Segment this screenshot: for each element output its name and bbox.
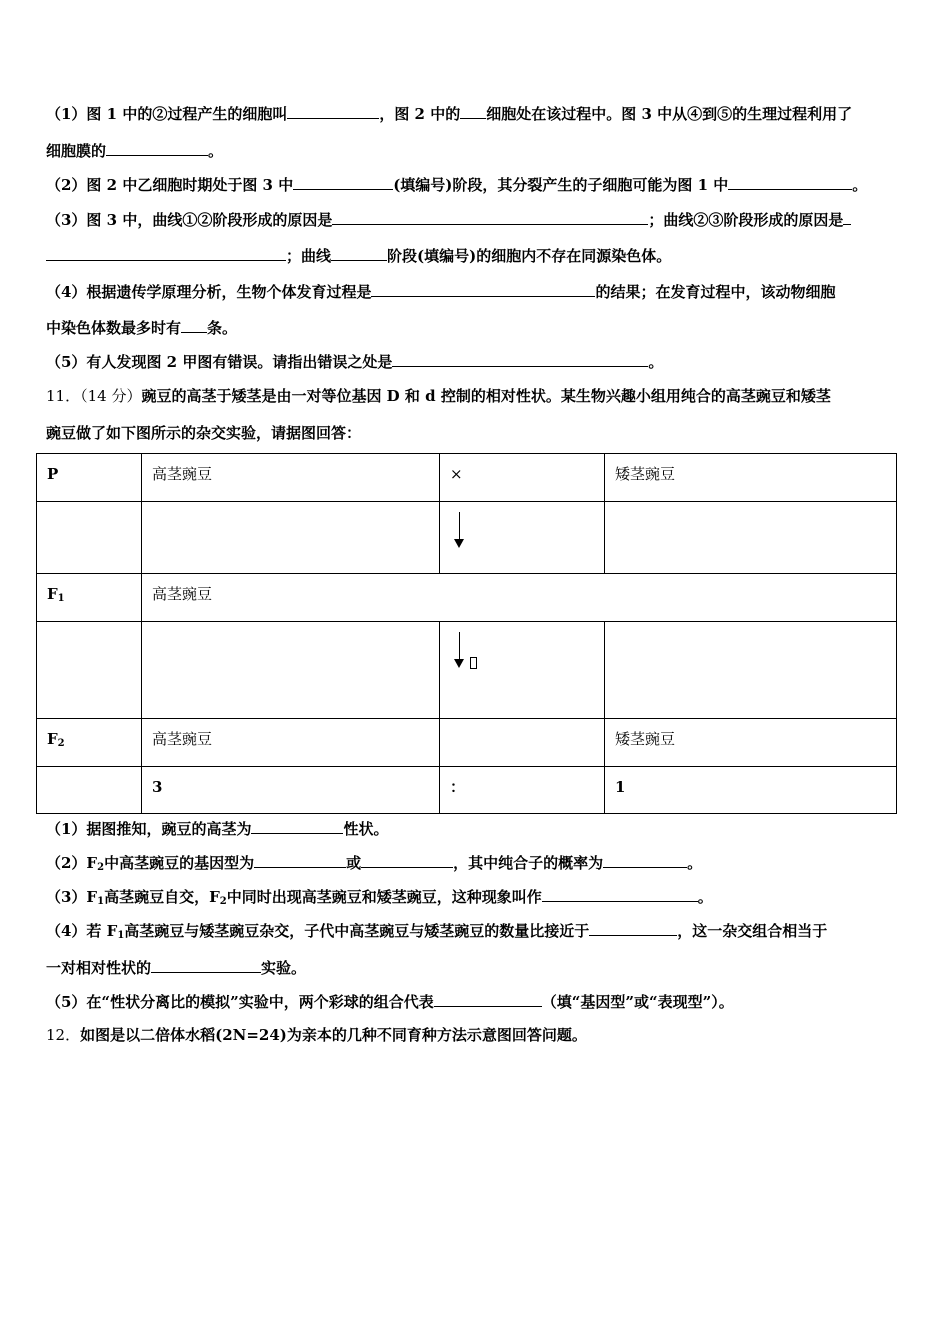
- q11-intro-text-b: 豌豆做了如下图所示的杂交实验，请据图回答：: [46, 424, 362, 442]
- q10-p4-text-a: （4）根据遗传学原理分析，生物个体发育过程是: [46, 283, 372, 301]
- q11-s4-text-e: 实验。: [261, 959, 307, 977]
- q11-s4-text-b: 高茎豌豆与矮茎豌豆杂交，子代中高茎豌豆与矮茎豌豆的数量比接近于: [124, 922, 590, 940]
- q11-intro-line1: [46, 386, 908, 406]
- q10-p2-text-c: 。: [852, 176, 868, 194]
- q10-p3-text-a: （3）图 3 中，曲线①②阶段形成的原因是: [46, 211, 333, 229]
- q10-p4-text-c: 中染色体数最多时有: [46, 319, 182, 337]
- q11-s2-text-b: 中高茎豌豆的基因型为: [104, 854, 255, 872]
- ratio-short-cell: 1: [605, 767, 897, 814]
- answer-blank[interactable]: [392, 351, 648, 367]
- q10-p5-text-b: 。: [648, 353, 664, 371]
- q10-p1-text-e: 。: [208, 142, 224, 160]
- f2-tall-cell: 高茎豌豆: [142, 719, 440, 767]
- answer-blank[interactable]: [293, 174, 393, 190]
- table-row-parent: [37, 454, 897, 502]
- answer-blank[interactable]: [181, 317, 207, 333]
- q11-intro-line2: [46, 423, 908, 443]
- q11-sub1-line: [46, 818, 908, 839]
- q10-p3-text-b: ；曲线②③阶段形成的原因是: [648, 211, 844, 229]
- answer-blank[interactable]: [251, 818, 343, 834]
- q11-sub4-line2: [46, 957, 908, 978]
- cross-sign-cell: ×: [440, 454, 605, 502]
- answer-blank[interactable]: [542, 886, 698, 902]
- ratio-colon-cell: ：: [440, 767, 605, 814]
- down-arrow-icon: [450, 512, 594, 552]
- empty-cell: [37, 502, 142, 574]
- answer-blank[interactable]: [46, 245, 286, 261]
- q11-s4-text-a: （4）若 F: [46, 922, 118, 940]
- table-row-f1: [37, 574, 897, 622]
- empty-cell: [605, 502, 897, 574]
- q10-p1-text-d: 细胞膜的: [46, 142, 107, 160]
- q11-s2-text-c: 或: [346, 854, 362, 872]
- q11-s2-text-d: ，其中纯合子的概率为: [453, 854, 604, 872]
- empty-cell: [142, 622, 440, 719]
- q10-p3-text-d: 阶段(填编号)的细胞内不存在同源染色体。: [387, 247, 672, 265]
- subscript: 2: [219, 896, 227, 907]
- f2-short-cell: 矮茎豌豆: [605, 719, 897, 767]
- question-number: 12．: [46, 1026, 81, 1044]
- cross-experiment-table: [36, 453, 897, 814]
- q10-p5-text-a: （5）有人发现图 2 甲图有错误。请指出错误之处是: [46, 353, 393, 371]
- q11-sub3-line: [46, 886, 908, 912]
- arrow-cell: [440, 622, 605, 719]
- q10-part1-line2: [46, 140, 908, 161]
- question-number: 11．（14 分）: [46, 387, 142, 405]
- q11-sub4-line1: [46, 920, 908, 946]
- generation-label-p: P: [37, 454, 142, 502]
- q12-line: [46, 1025, 908, 1045]
- q10-p2-text-b: (填编号)阶段，其分裂产生的子细胞可能为图 1 中: [393, 176, 729, 194]
- subscript: 1: [117, 930, 125, 941]
- generation-label-f1: $F_1$: [37, 574, 142, 622]
- q11-s3-text-a: （3）F: [46, 888, 98, 906]
- table-row-arrow1: [37, 502, 897, 574]
- answer-blank[interactable]: [603, 852, 687, 868]
- subscript: 1: [97, 896, 105, 907]
- answer-blank[interactable]: [331, 245, 387, 261]
- empty-cell: [605, 622, 897, 719]
- q10-p1-text-b: ，图 2 中的: [379, 105, 461, 123]
- q11-s3-text-d: 。: [697, 888, 713, 906]
- q10-p1-text-c: 细胞处在该过程中。图 3 中从④到⑤的生理过程利用了: [486, 105, 853, 123]
- q10-part5-line: [46, 351, 908, 372]
- q10-p4-text-b: 的结果；在发育过程中，该动物细胞: [595, 283, 836, 301]
- answer-blank[interactable]: [332, 209, 648, 225]
- table-row-f2: [37, 719, 897, 767]
- answer-blank[interactable]: [254, 852, 346, 868]
- f1-tall-cell: 高茎豌豆: [142, 574, 897, 622]
- q11-s5-text-a: （5）在“性状分离比的模拟”实验中，两个彩球的组合代表: [46, 993, 434, 1011]
- q10-p3-text-c: ；曲线: [286, 247, 332, 265]
- q10-part3-line2: [46, 245, 908, 266]
- answer-blank[interactable]: [843, 209, 851, 225]
- empty-cell: [142, 502, 440, 574]
- q11-s1-text-a: （1）据图推知，豌豆的高茎为: [46, 820, 252, 838]
- table-row-ratio: [37, 767, 897, 814]
- selfing-arrow-icon: [450, 632, 594, 672]
- q10-p4-text-d: 条。: [207, 319, 238, 337]
- answer-blank[interactable]: [151, 957, 261, 973]
- q11-intro-text-a: 豌豆的高茎于矮茎是由一对等位基因 D 和 d 控制的相对性状。某生物兴趣小组用纯合的高茎豌豆和矮茎: [141, 387, 831, 405]
- parent-tall-cell: 高茎豌豆: [142, 454, 440, 502]
- empty-cell: [440, 719, 605, 767]
- q10-part4-line2: [46, 317, 908, 338]
- answer-blank[interactable]: [460, 103, 486, 119]
- q11-s3-text-b: 高茎豌豆自交，F: [104, 888, 220, 906]
- q10-part3-line1: [46, 209, 908, 230]
- parent-short-cell: 矮茎豌豆: [605, 454, 897, 502]
- subscript: 2: [97, 862, 105, 873]
- q11-sub2-line: [46, 852, 908, 878]
- answer-blank[interactable]: [434, 991, 542, 1007]
- answer-blank[interactable]: [361, 852, 453, 868]
- answer-blank[interactable]: [589, 920, 677, 936]
- q11-s1-text-b: 性状。: [343, 820, 389, 838]
- q11-s2-text-e: 。: [687, 854, 703, 872]
- answer-blank[interactable]: [728, 174, 852, 190]
- q11-s5-text-b: （填“基因型”或“表现型”）。: [541, 993, 734, 1011]
- q10-p2-text-a: （2）图 2 中乙细胞时期处于图 3 中: [46, 176, 294, 194]
- ratio-tall-cell: 3: [142, 767, 440, 814]
- generation-label-f2: $F_2$: [37, 719, 142, 767]
- answer-blank[interactable]: [371, 281, 595, 297]
- empty-cell: [37, 767, 142, 814]
- q10-p1-text-a: （1）图 1 中的②过程产生的细胞叫: [46, 105, 288, 123]
- q11-s2-text-a: （2）F: [46, 854, 98, 872]
- q10-part2-line: [46, 174, 908, 195]
- q12-text: 如图是以二倍体水稻(2N=24)为亲本的几种不同育种方法示意图回答问题。: [80, 1026, 587, 1044]
- q10-part4-line1: [46, 281, 908, 302]
- q10-part1-line1: [46, 103, 908, 124]
- q11-s3-text-c: 中同时出现高茎豌豆和矮茎豌豆，这种现象叫作: [226, 888, 542, 906]
- answer-blank[interactable]: [287, 103, 379, 119]
- q11-s4-text-d: 一对相对性状的: [46, 959, 152, 977]
- arrow-cell: [440, 502, 605, 574]
- empty-cell: [37, 622, 142, 719]
- table-row-arrow2: [37, 622, 897, 719]
- answer-blank[interactable]: [106, 140, 208, 156]
- q11-s4-text-c: ，这一杂交组合相当于: [677, 922, 828, 940]
- q11-sub5-line: [46, 991, 908, 1012]
